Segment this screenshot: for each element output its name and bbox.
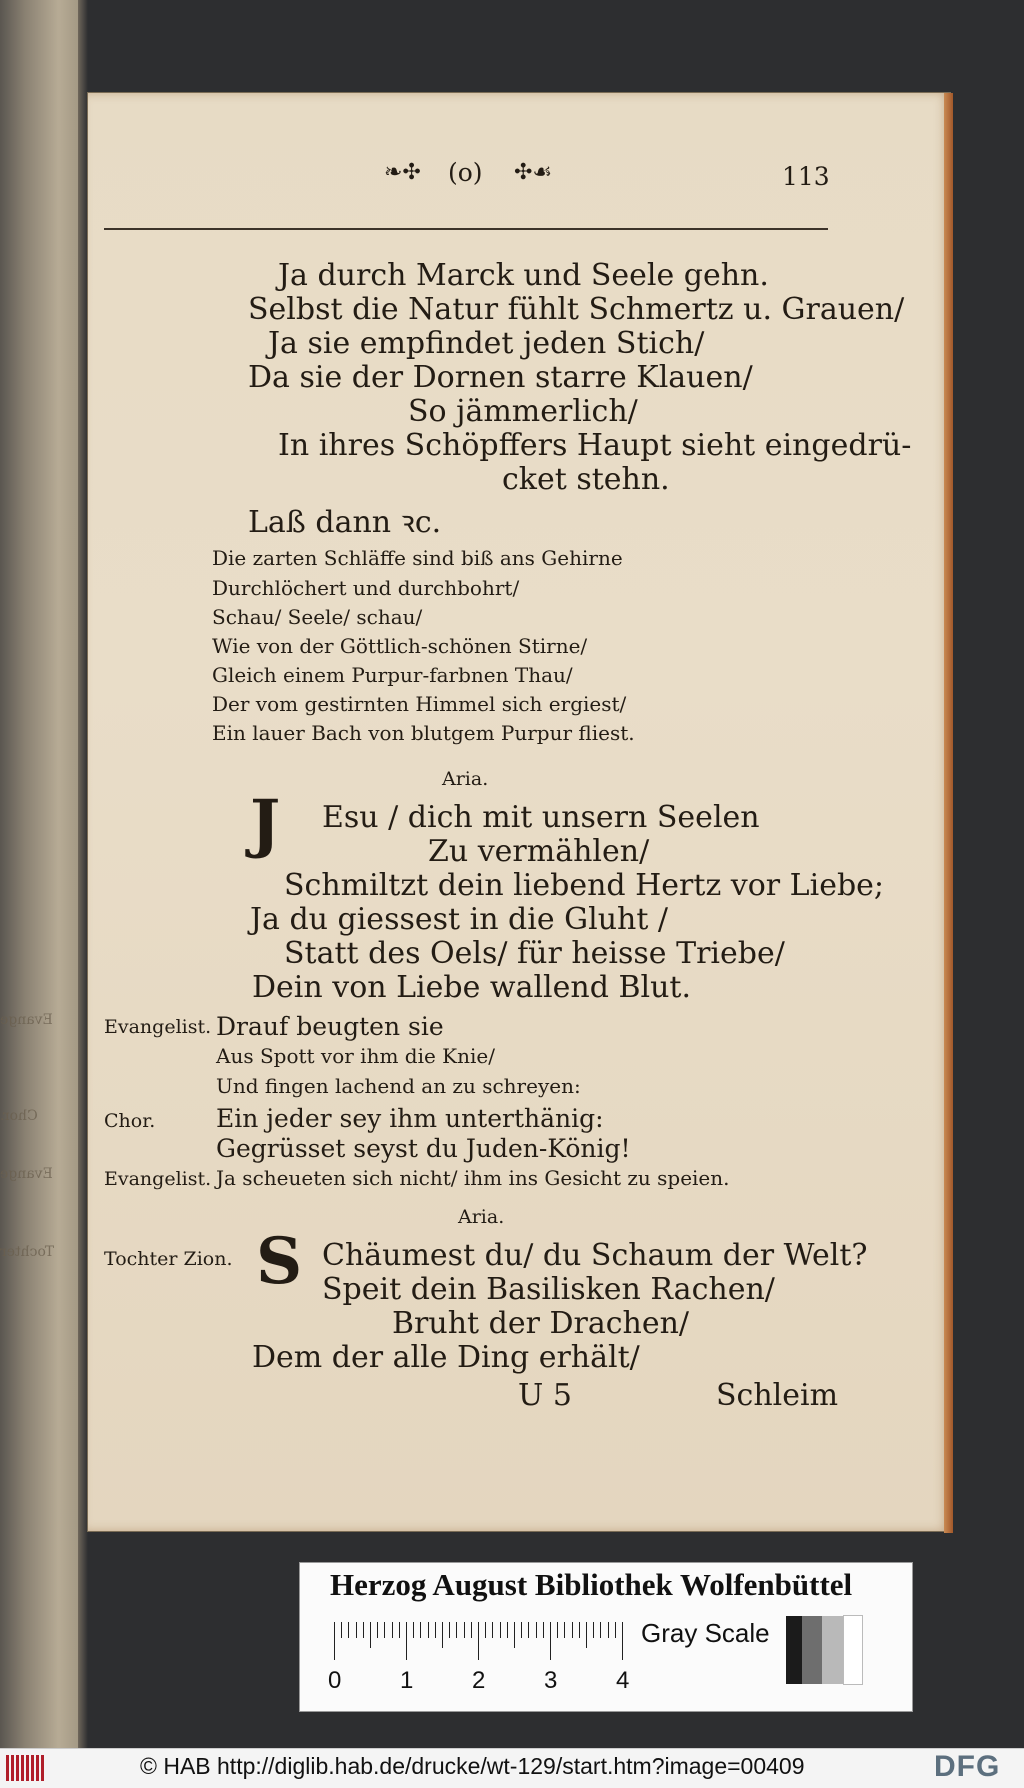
recit-line: Gegrüsset seyst du Juden-König! [216,1134,631,1163]
header-rule [104,228,828,230]
ruler-tick [363,1622,364,1638]
verse-line: Wie von der Göttlich-schönen Stirne/ [212,634,588,658]
aria-line: Dein von Liebe wallend Blut. [252,970,692,1005]
ruler-tick [399,1622,400,1638]
left-margin-text: Chor. [0,1108,38,1124]
recit-line: Drauf beugten sie [216,1012,444,1041]
aria-line: Speit dein Basilisken Rachen/ [322,1272,775,1307]
ruler-tick [593,1622,594,1638]
ruler-tick [615,1622,616,1638]
page-number: 113 [782,162,830,191]
recit-line: Ein jeder sey ihm unterthänig: [216,1104,604,1133]
aria-line: Ja du giessest in die Gluht / [250,902,669,937]
verse-line: So jämmerlich/ [408,394,638,429]
ruler-tick [471,1622,472,1638]
hab-logo-icon [6,1755,46,1781]
ruler-tick [334,1622,335,1660]
recit-line: Und fingen lachend an zu schreyen: [216,1074,581,1098]
ruler-tick [492,1622,493,1638]
gray-swatch [844,1616,862,1684]
drop-cap: S [256,1224,303,1299]
ruler-tick [514,1622,515,1648]
ornament-right-icon: ✣☙ [514,160,553,185]
ruler-tick [500,1622,501,1638]
ruler-tick [622,1622,623,1660]
verse-line: Laß dann ꝛc. [248,505,442,540]
left-page-edge [78,0,88,1748]
ruler-tick [377,1622,378,1638]
verse-line: Ja durch Marck und Seele gehn. [278,258,769,293]
gray-swatch [786,1616,802,1684]
left-facing-page [0,0,84,1748]
scale-number: 1 [400,1667,414,1694]
scale-ruler [334,1622,624,1660]
scale-number: 3 [544,1667,558,1694]
ruler-tick [348,1622,349,1638]
verse-line: Ein lauer Bach von blutgem Purpur fliest. [212,721,635,745]
verse-line: Selbst die Natur fühlt Schmertz u. Grauen/ [248,292,905,327]
verse-line: Da sie der Dornen starre Klauen/ [248,360,753,395]
ruler-tick [384,1622,385,1638]
scale-number: 0 [328,1667,342,1694]
ornament-left-icon: ❧✣ [384,160,421,185]
aria-line: Esu / dich mit unsern Seelen [322,800,760,835]
ruler-tick [507,1622,508,1638]
aria-line: Bruht der Drachen/ [392,1306,690,1341]
catchword: Schleim [716,1378,839,1413]
target-title: Herzog August Bibliothek Wolfenbüttel [330,1567,853,1602]
ruler-tick [550,1622,551,1660]
ruler-tick [572,1622,573,1638]
ruler-tick [536,1622,537,1638]
ruler-tick [478,1622,479,1660]
ruler-tick [586,1622,587,1648]
scale-number: 4 [616,1667,630,1694]
verse-line: Schau/ Seele/ schau/ [212,605,423,629]
ruler-tick [420,1622,421,1638]
recit-line: Ja scheueten sich nicht/ ihm ins Gesicht zu speien. [216,1166,730,1190]
aria-heading: Aria. [458,1206,505,1228]
verse-line: Gleich einem Purpur-farbnen Thau/ [212,663,573,687]
ruler-tick [521,1622,522,1638]
gray-swatch [802,1616,822,1684]
ruler-tick [485,1622,486,1638]
ruler-tick [600,1622,601,1638]
ruler-tick [370,1622,371,1648]
ruler-tick [428,1622,429,1638]
ruler-tick [543,1622,544,1638]
ruler-tick [442,1622,443,1648]
verse-line: In ihres Schöpffers Haupt sieht eingedrü- [278,428,912,463]
ruler-tick [579,1622,580,1638]
ruler-tick [528,1622,529,1638]
copyright-link[interactable]: © HAB http://diglib.hab.de/drucke/wt-129/start.htm?image=00409 [140,1753,805,1779]
ruler-tick [449,1622,450,1638]
aria-heading: Aria. [442,768,489,790]
gray-swatch [822,1616,844,1684]
ruler-tick [557,1622,558,1638]
scale-number: 2 [472,1667,486,1694]
left-margin-text: Evange [0,1012,53,1028]
verse-line: Die zarten Schläffe sind biß ans Gehirne [212,546,623,570]
left-margin-text: Tochter [0,1244,55,1260]
speaker-label: Evangelist. [104,1016,212,1038]
ruler-tick [392,1622,393,1638]
ruler-tick [406,1622,407,1660]
signature-mark: U 5 [518,1378,572,1413]
page-edge [944,93,953,1533]
header-center: (o) [448,158,483,187]
ruler-tick [356,1622,357,1638]
dfg-logo: DFG [934,1750,1001,1783]
verse-line: Ja sie empfindet jeden Stich/ [268,326,705,361]
ruler-tick [564,1622,565,1638]
recit-line: Aus Spott vor ihm die Knie/ [216,1044,495,1068]
drop-cap: J [250,786,281,861]
ruler-tick [435,1622,436,1638]
speaker-label: Tochter Zion. [104,1248,233,1270]
ruler-tick [341,1622,342,1638]
ruler-tick [464,1622,465,1638]
ruler-tick [608,1622,609,1638]
verse-line: cket stehn. [502,462,670,497]
speaker-label: Evangelist. [104,1168,212,1190]
aria-line: Statt des Oels/ für heisse Triebe/ [284,936,785,971]
left-margin-text: Evange [0,1166,53,1182]
aria-line: Schmiltzt dein liebend Hertz vor Liebe; [284,868,885,903]
gray-scale-label: Gray Scale [641,1618,770,1648]
verse-line: Durchlöchert und durchbohrt/ [212,576,520,600]
aria-line: Zu vermählen/ [428,834,650,869]
speaker-label: Chor. [104,1110,156,1132]
aria-line: Dem der alle Ding erhält/ [252,1340,640,1375]
aria-line: Chäumest du/ du Schaum der Welt? [322,1238,868,1273]
ruler-tick [456,1622,457,1638]
ruler-tick [413,1622,414,1638]
verse-line: Der vom gestirnten Himmel sich ergiest/ [212,692,627,716]
